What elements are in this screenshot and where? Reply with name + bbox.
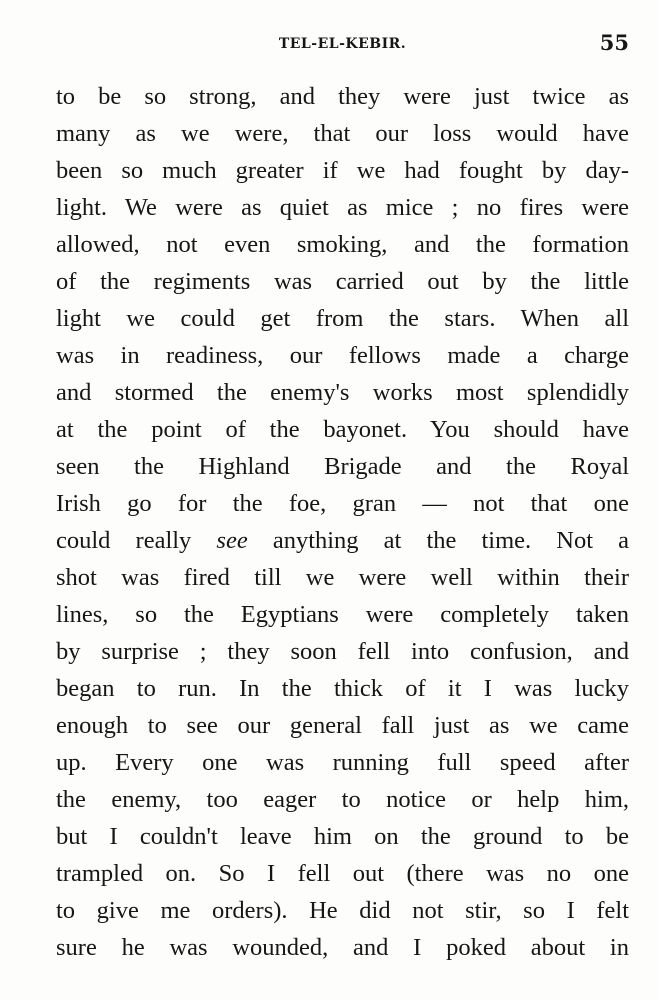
text-line: allowed, not even smoking, and the formation [56, 231, 629, 258]
running-title: TEL-EL-KEBIR. [278, 36, 407, 52]
text-line: many as we were, that our loss would have [56, 120, 629, 147]
running-head [56, 30, 629, 60]
text-line: was in readiness, our fellows made a charge [56, 342, 629, 369]
text-line: to be so strong, and they were just twice as [56, 83, 629, 110]
text-line: trampled on. So I fell out (there was no one [56, 860, 629, 887]
text-line: at the point of the bayonet. You should have [56, 416, 629, 443]
text-line: light we could get from the stars. When all [56, 305, 629, 332]
text-line: of the regiments was carried out by the little [56, 268, 629, 295]
text-line: by surprise ; they soon fell into confusion, and [56, 638, 629, 665]
text-line: lines, so the Egyptians were completely taken [56, 601, 629, 628]
page-number: 55 [599, 30, 629, 55]
text-line: been so much greater if we had fought by day- [56, 157, 629, 184]
text-line: Irish go for the foe, gran — not that one [56, 490, 629, 517]
emphasized-word: see [216, 527, 248, 554]
text-line: and stormed the enemy's works most splendidly [56, 379, 629, 406]
text-line: began to run. In the thick of it I was lucky [56, 675, 629, 702]
text-line: to give me orders). He did not stir, so I felt [56, 897, 629, 924]
text-line: up. Every one was running full speed after [56, 749, 629, 776]
text-segment: could really [56, 527, 217, 554]
text-line: seen the Highland Brigade and the Royal [56, 453, 629, 480]
text-line: enough to see our general fall just as we came [56, 712, 629, 739]
text-line: sure he was wounded, and I poked about in [56, 934, 629, 961]
text-line: but I couldn't leave him on the ground to be [56, 823, 629, 850]
body-text [56, 78, 629, 966]
text-segment: anything at the time. Not a [247, 527, 629, 554]
text-line: shot was fired till we were well within their [56, 564, 629, 591]
text-line: light. We were as quiet as mice ; no fires were [56, 194, 629, 221]
text-line [56, 522, 629, 559]
text-line: the enemy, too eager to notice or help him, [56, 786, 629, 813]
